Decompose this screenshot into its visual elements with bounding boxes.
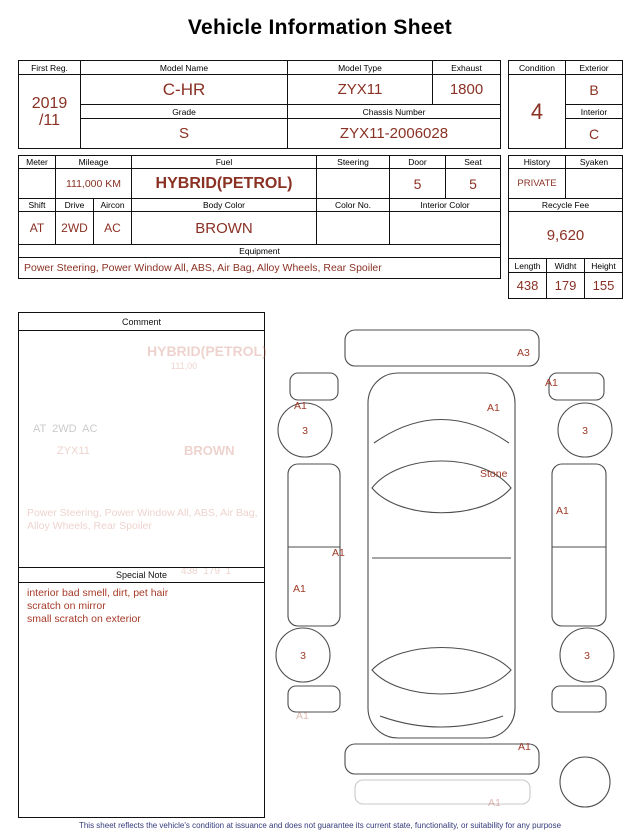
condition-value: 4 xyxy=(508,74,565,148)
ghost-text: 111,00 xyxy=(171,361,198,371)
model-type-header: Model Type xyxy=(287,60,432,74)
special-note-header: Special Note xyxy=(19,567,264,583)
recycle-fee-header: Recycle Fee xyxy=(508,198,622,211)
first-reg-year: 2019 xyxy=(31,94,68,112)
fuel-header: Fuel xyxy=(131,155,316,168)
shift-header: Shift xyxy=(18,198,55,211)
trunk-line xyxy=(380,716,503,727)
ghost-bumper-outline xyxy=(355,780,530,804)
aircon-value: AC xyxy=(93,211,131,244)
door-value: 5 xyxy=(389,168,445,198)
damage-mark-stone: Stone xyxy=(480,468,508,480)
body-color-value: BROWN xyxy=(131,211,316,244)
top-table-left xyxy=(18,60,501,149)
history-value: PRIVATE xyxy=(508,168,565,198)
rear-left-fender xyxy=(288,686,340,712)
model-type-value: ZYX11 xyxy=(287,74,432,104)
damage-mark: A1 xyxy=(293,583,306,595)
length-value: 438 xyxy=(508,272,546,298)
seat-header: Seat xyxy=(445,155,500,168)
exterior-header: Exterior xyxy=(565,60,622,74)
color-no-value xyxy=(316,211,389,244)
model-name-header: Model Name xyxy=(80,60,287,74)
damage-mark: 3 xyxy=(302,425,308,437)
damage-mark: A1 xyxy=(294,400,307,412)
damage-mark: A1 xyxy=(556,505,569,517)
seat-value: 5 xyxy=(445,168,500,198)
ghost-text: ZYX11 xyxy=(57,445,90,457)
spare-tire xyxy=(560,757,610,807)
syaken-value xyxy=(565,168,622,198)
damage-mark: A1 xyxy=(518,741,531,753)
right-door-panel xyxy=(552,464,606,626)
ghost-text: Power Steering, Power Window All, ABS, Air Bag, Alloy Wheels, Rear Spoiler xyxy=(27,507,258,532)
grade-value: S xyxy=(80,118,287,148)
exhaust-value: 1800 xyxy=(432,74,500,104)
ghost-text: 438 179 1 xyxy=(181,566,232,577)
first-reg-month: /11 xyxy=(38,111,61,129)
interior-header: Interior xyxy=(565,104,622,118)
ghost-text: HYBRID(PETROL) xyxy=(147,343,267,359)
recycle-fee-value: 9,620 xyxy=(508,211,622,258)
color-no-header: Color No. xyxy=(316,198,389,211)
length-header: Length xyxy=(508,258,546,272)
drive-value: 2WD xyxy=(55,211,93,244)
spec-table-left xyxy=(18,155,501,279)
damage-mark: 3 xyxy=(300,650,306,662)
front-bumper xyxy=(345,330,539,366)
steering-header: Steering xyxy=(316,155,389,168)
body-color-header: Body Color xyxy=(131,198,316,211)
height-header: Height xyxy=(584,258,622,272)
rear-bumper xyxy=(345,744,539,774)
special-note-line: scratch on mirror xyxy=(27,600,106,612)
damage-mark: A1 xyxy=(332,547,345,559)
model-name-value: C-HR xyxy=(80,74,287,104)
drive-header: Drive xyxy=(55,198,93,211)
car-damage-diagram xyxy=(268,318,634,820)
hood-line xyxy=(374,420,509,444)
special-note-line: interior bad smell, dirt, pet hair xyxy=(27,587,169,599)
damage-mark: 3 xyxy=(584,650,590,662)
first-reg-value xyxy=(18,74,80,148)
aircon-header: Aircon xyxy=(93,198,131,211)
interior-value: C xyxy=(565,118,622,148)
page-title: Vehicle Information Sheet xyxy=(187,16,453,39)
mileage-value: 111,000 KM xyxy=(55,168,131,198)
left-door-panel xyxy=(288,464,340,626)
ghost-damage-mark: A1 xyxy=(296,710,309,722)
damage-mark: A1 xyxy=(545,377,558,389)
chassis-number-header: Chassis Number xyxy=(287,104,500,118)
ghost-text: BROWN xyxy=(184,443,235,458)
damage-mark: 3 xyxy=(582,425,588,437)
ghost-text: AT 2WD AC xyxy=(33,423,98,435)
meter-header: Meter xyxy=(18,155,55,168)
width-header: Widht xyxy=(546,258,584,272)
front-left-fender xyxy=(290,373,338,400)
equipment-header: Equipment xyxy=(18,244,500,257)
exterior-value: B xyxy=(565,74,622,104)
special-note-line: small scratch on exterior xyxy=(27,613,141,625)
rear-right-fender xyxy=(552,686,606,712)
width-value: 179 xyxy=(546,272,584,298)
rear-window xyxy=(372,648,511,695)
damage-mark: A1 xyxy=(487,402,500,414)
equipment-value: Power Steering, Power Window All, ABS, Air Bag, Alloy Wheels, Rear Spoiler xyxy=(18,257,500,278)
meter-value xyxy=(18,168,55,198)
chassis-number-value: ZYX11-2006028 xyxy=(287,118,500,148)
ghost-damage-mark: A1 xyxy=(488,797,501,809)
steering-value xyxy=(316,168,389,198)
interior-color-header: Interior Color xyxy=(389,198,500,211)
exhaust-header: Exhaust xyxy=(432,60,500,74)
disclaimer-text: This sheet reflects the vehicle's condition at issuance and does not guarantee its current state, functionality, or suitability for any purpose xyxy=(78,821,562,830)
interior-color-value xyxy=(389,211,500,244)
fuel-value: HYBRID(PETROL) xyxy=(131,168,316,198)
history-header: History xyxy=(508,155,565,168)
mileage-header: Mileage xyxy=(55,155,131,168)
condition-header: Condition xyxy=(508,60,565,74)
comment-box xyxy=(18,312,265,818)
door-header: Door xyxy=(389,155,445,168)
grade-header: Grade xyxy=(80,104,287,118)
shift-value: AT xyxy=(18,211,55,244)
spec-table-right xyxy=(508,155,623,299)
first-reg-header: First Reg. xyxy=(18,60,80,74)
height-value: 155 xyxy=(584,272,622,298)
top-table-right xyxy=(508,60,623,149)
syaken-header: Syaken xyxy=(565,155,622,168)
damage-mark: A3 xyxy=(517,347,530,359)
comment-header: Comment xyxy=(19,313,264,331)
